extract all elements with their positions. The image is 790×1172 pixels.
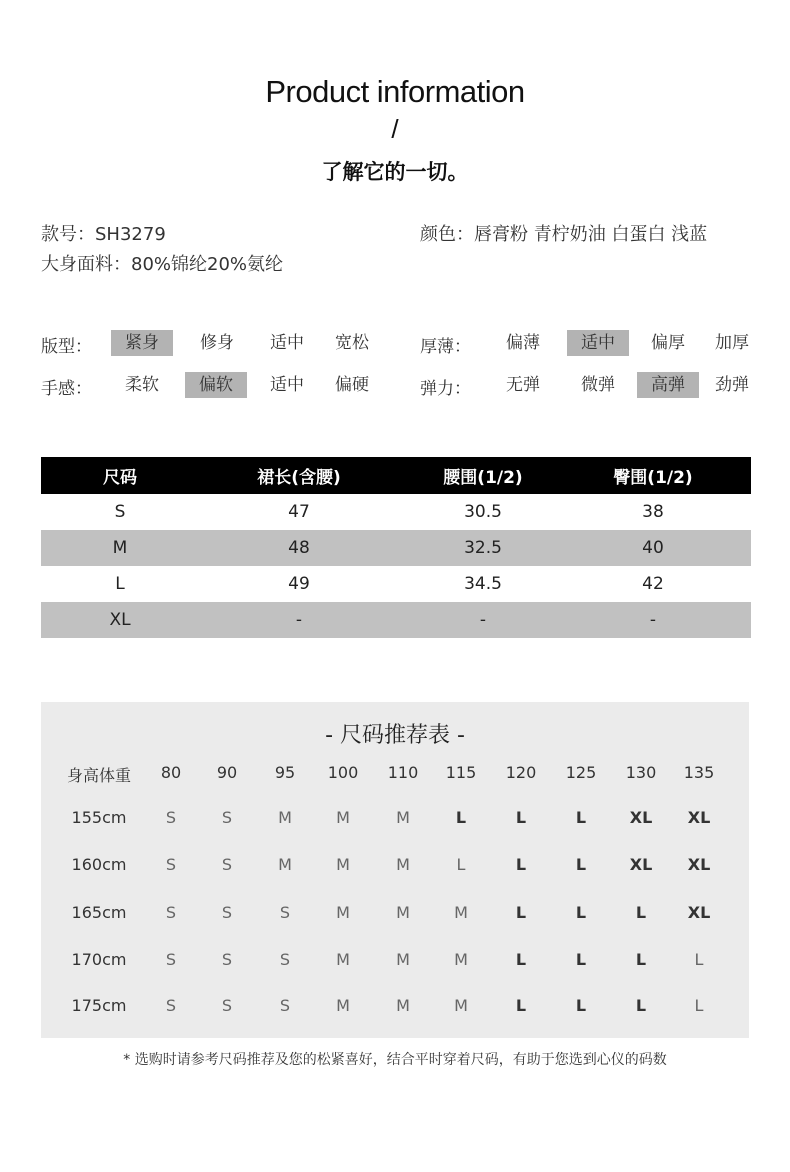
table-cell: S bbox=[114, 502, 126, 522]
header-hip: 臀围(1/2) bbox=[613, 468, 693, 488]
table-row bbox=[41, 494, 751, 530]
style-number: 款号：SH3279 bbox=[41, 224, 166, 245]
recommended-size: L bbox=[455, 808, 467, 827]
elasticity-option-high: 高弹 bbox=[637, 372, 699, 398]
recommended-size: M bbox=[336, 903, 350, 922]
recommended-size: S bbox=[221, 855, 233, 874]
thickness-option-thin: 偏薄 bbox=[506, 333, 540, 353]
feel-option-soft: 柔软 bbox=[125, 375, 159, 395]
recommended-size: L bbox=[635, 996, 647, 1015]
table-row bbox=[41, 602, 751, 638]
recommended-size: S bbox=[165, 950, 177, 969]
fit-label: 版型： bbox=[41, 337, 92, 357]
weight-header: 120 bbox=[505, 763, 537, 782]
table-cell: - bbox=[479, 610, 487, 630]
table-cell: L bbox=[115, 574, 125, 594]
recommended-size: L bbox=[456, 855, 466, 874]
recommended-size: L bbox=[515, 950, 527, 969]
feel-option-medium: 适中 bbox=[270, 375, 304, 395]
fit-option-slim: 修身 bbox=[200, 333, 234, 353]
recommended-size: M bbox=[396, 808, 410, 827]
height-label: 160cm bbox=[71, 855, 127, 874]
page-title: Product information bbox=[265, 74, 525, 109]
elasticity-option-super: 劲弹 bbox=[715, 375, 749, 395]
recommended-size: L bbox=[694, 950, 704, 969]
height-label: 170cm bbox=[71, 950, 127, 969]
recommended-size: S bbox=[221, 950, 233, 969]
table-cell: M bbox=[112, 538, 128, 558]
page-subtitle: 了解它的一切。 bbox=[321, 160, 469, 184]
weight-header: 80 bbox=[160, 763, 182, 782]
recommended-size: XL bbox=[687, 808, 711, 827]
recommended-size: L bbox=[515, 855, 527, 874]
weight-header: 115 bbox=[445, 763, 477, 782]
recommended-size: M bbox=[336, 996, 350, 1015]
elasticity-label: 弹力： bbox=[420, 379, 471, 399]
weight-header: 100 bbox=[327, 763, 359, 782]
weight-header: 90 bbox=[216, 763, 238, 782]
weight-header: 110 bbox=[387, 763, 419, 782]
fit-option-regular: 适中 bbox=[270, 333, 304, 353]
recommended-size: S bbox=[165, 808, 177, 827]
recommended-size: L bbox=[515, 996, 527, 1015]
recommended-size: L bbox=[575, 903, 587, 922]
recommended-size: S bbox=[279, 996, 291, 1015]
recommended-size: M bbox=[396, 903, 410, 922]
size-table bbox=[41, 457, 751, 638]
fabric-info: 大身面料：80%锦纶20%氨纶 bbox=[41, 254, 284, 275]
recommended-size: L bbox=[575, 996, 587, 1015]
recommended-size: L bbox=[575, 855, 587, 874]
size-recommendation-panel bbox=[41, 702, 749, 1038]
recommended-size: M bbox=[278, 855, 292, 874]
table-cell: 42 bbox=[642, 574, 664, 594]
table-cell: 32.5 bbox=[464, 538, 502, 558]
recommended-size: S bbox=[279, 950, 291, 969]
recommended-size: S bbox=[165, 996, 177, 1015]
recommended-size: M bbox=[278, 808, 292, 827]
recommended-size: M bbox=[336, 855, 350, 874]
size-note: * 选购时请参考尺码推荐及您的松紧喜好，结合平时穿着尺码，有助于您选到心仪的码数 bbox=[123, 1052, 667, 1068]
table-cell: - bbox=[649, 610, 657, 630]
table-cell: 49 bbox=[288, 574, 310, 594]
feel-label: 手感： bbox=[41, 379, 92, 399]
recommended-size: XL bbox=[687, 855, 711, 874]
recommended-size: L bbox=[575, 808, 587, 827]
table-cell: - bbox=[295, 610, 303, 630]
recommended-size: S bbox=[279, 903, 291, 922]
thickness-label: 厚薄： bbox=[420, 337, 471, 357]
recommended-size: XL bbox=[629, 808, 653, 827]
recommended-size: S bbox=[165, 855, 177, 874]
recommended-size: XL bbox=[687, 903, 711, 922]
table-cell: 34.5 bbox=[464, 574, 502, 594]
table-row bbox=[41, 530, 751, 566]
size-table-header bbox=[41, 457, 751, 494]
recommended-size: M bbox=[454, 903, 468, 922]
weight-header: 95 bbox=[274, 763, 296, 782]
recommended-size: M bbox=[396, 950, 410, 969]
thickness-option-thick: 偏厚 bbox=[651, 333, 685, 353]
thickness-option-medium: 适中 bbox=[567, 330, 629, 356]
header-waist: 腰围(1/2) bbox=[443, 468, 523, 488]
thickness-option-extra-thick: 加厚 bbox=[715, 333, 749, 353]
header-length: 裙长(含腰) bbox=[257, 468, 341, 488]
table-row bbox=[41, 566, 751, 602]
table-cell: 30.5 bbox=[464, 502, 502, 522]
feel-option-softish: 偏软 bbox=[185, 372, 247, 398]
recommended-size: S bbox=[165, 903, 177, 922]
fit-option-loose: 宽松 bbox=[335, 333, 369, 353]
table-cell: 40 bbox=[642, 538, 664, 558]
recommended-size: L bbox=[515, 903, 527, 922]
title-divider: / bbox=[391, 114, 399, 144]
recommended-size: M bbox=[454, 996, 468, 1015]
recommended-size: L bbox=[694, 996, 704, 1015]
recommended-size: L bbox=[515, 808, 527, 827]
height-label: 165cm bbox=[71, 903, 127, 922]
table-cell: 38 bbox=[642, 502, 664, 522]
recommended-size: S bbox=[221, 996, 233, 1015]
feel-option-firm: 偏硬 bbox=[335, 375, 369, 395]
recommendation-title: - 尺码推荐表 - bbox=[325, 723, 465, 748]
recommended-size: M bbox=[454, 950, 468, 969]
recommended-size: M bbox=[336, 950, 350, 969]
height-label: 175cm bbox=[71, 996, 127, 1015]
recommended-size: S bbox=[221, 808, 233, 827]
color-list: 颜色：唇膏粉 青柠奶油 白蛋白 浅蓝 bbox=[420, 224, 708, 245]
fit-option-tight: 紧身 bbox=[111, 330, 173, 356]
recommended-size: S bbox=[221, 903, 233, 922]
weight-header: 135 bbox=[683, 763, 715, 782]
recommended-size: M bbox=[336, 808, 350, 827]
recommended-size: M bbox=[396, 855, 410, 874]
recommended-size: L bbox=[635, 950, 647, 969]
height-label: 155cm bbox=[71, 808, 127, 827]
weight-header: 130 bbox=[625, 763, 657, 782]
table-cell: 48 bbox=[288, 538, 310, 558]
table-cell: XL bbox=[109, 610, 131, 630]
elasticity-option-none: 无弹 bbox=[506, 375, 540, 395]
recommendation-corner-label: 身高体重 bbox=[66, 766, 131, 785]
weight-header: 125 bbox=[565, 763, 597, 782]
recommended-size: L bbox=[575, 950, 587, 969]
recommended-size: M bbox=[396, 996, 410, 1015]
recommended-size: L bbox=[635, 903, 647, 922]
table-cell: 47 bbox=[288, 502, 310, 522]
header-size: 尺码 bbox=[103, 468, 137, 488]
recommended-size: XL bbox=[629, 855, 653, 874]
elasticity-option-slight: 微弹 bbox=[581, 375, 615, 395]
